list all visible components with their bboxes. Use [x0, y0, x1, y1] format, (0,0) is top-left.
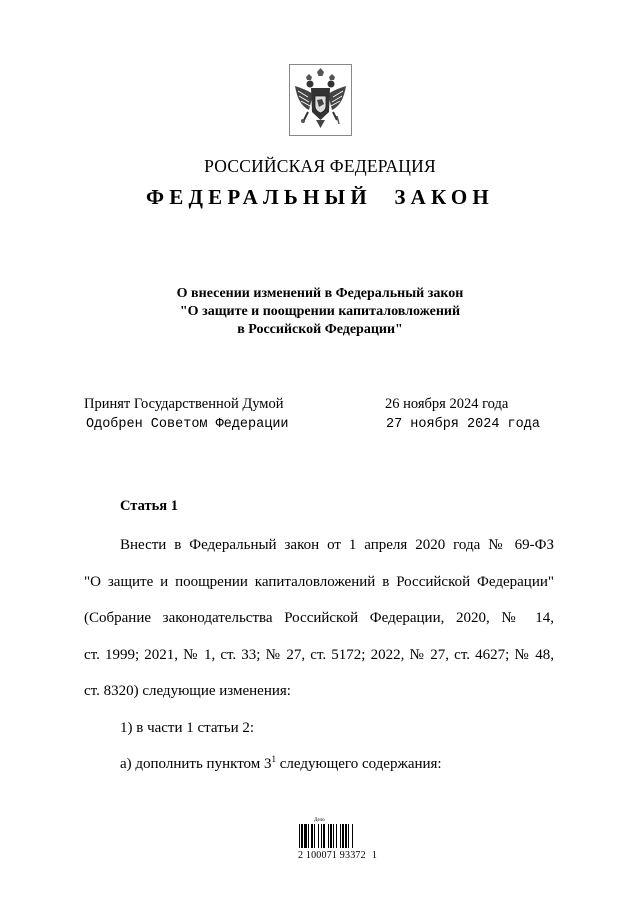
item-a [84, 746, 554, 783]
barcode-bar [345, 824, 347, 848]
russian-coat-of-arms-icon [289, 64, 352, 136]
barcode-bar [299, 824, 300, 848]
item-a-superscript: 1 [271, 754, 277, 764]
article-line-1: Внести в Федеральный закон от 1 апреля 2020 года № 69-ФЗ [120, 537, 554, 553]
barcode-bar [348, 824, 349, 848]
barcode-bar [328, 824, 329, 848]
law-title-line-1: О внесении изменений в Федеральный закон [176, 286, 464, 301]
barcode-bar [314, 824, 315, 848]
barcode-suffix: 1 [371, 850, 378, 861]
barcode-bar [352, 824, 353, 848]
law-title [0, 285, 640, 339]
article-line-2: "О защите и поощрении капиталовложений в Российской Федерации" [84, 573, 554, 590]
item-1: 1) в части 1 статьи 2: [120, 719, 255, 736]
barcode-bar [301, 824, 303, 848]
barcode-bar [333, 824, 334, 848]
barcode-number [298, 850, 377, 861]
article-line-3: (Собрание законодательства Российской Федерации, 2020, № 14, [84, 610, 554, 626]
law-type-heading: ФЕДЕРАЛЬНЫЙ ЗАКОН [146, 185, 494, 209]
law-title-line-2: "О защите и поощрении капиталовложений [179, 304, 461, 319]
barcode-bar [340, 824, 341, 848]
article-heading: Статья 1 [120, 498, 178, 514]
barcode-digits: 2 100071 93372 [298, 850, 366, 861]
adopted-by-duma-label: Принят Государственной Думой [84, 396, 284, 412]
barcode-bar [342, 824, 344, 848]
article-body [84, 527, 554, 783]
barcode-bar [323, 824, 325, 848]
barcode-bar [308, 824, 309, 848]
barcode-bar [336, 824, 337, 848]
adopted-by-duma-date: 26 ноября 2024 года [385, 396, 509, 412]
barcode-bar [321, 824, 322, 848]
barcode-bar [304, 824, 307, 848]
country-name: РОССИЙСКАЯ ФЕДЕРАЦИЯ [204, 156, 436, 176]
barcode-bar [311, 824, 313, 848]
barcode-bar [318, 824, 319, 848]
article-line-5: ст. 8320) следующие изменения: [84, 683, 291, 699]
item-a-post: следующего содержания: [276, 756, 442, 772]
law-title-line-3: в Российской Федерации" [237, 322, 403, 337]
barcode-bar [330, 824, 332, 848]
item-a-pre: а) дополнить пунктом 3 [120, 756, 272, 772]
approved-by-council-label: Одобрен Советом Федерации [86, 417, 289, 432]
approved-by-council-date: 27 ноября 2024 года [386, 417, 540, 432]
article-line-4: ст. 1999; 2021, № 1, ст. 33; № 27, ст. 5172; 2022, № 27, ст. 4627; № 48, [84, 646, 554, 663]
barcode-top-label: Дело [314, 818, 325, 823]
barcode-icon [297, 815, 377, 849]
